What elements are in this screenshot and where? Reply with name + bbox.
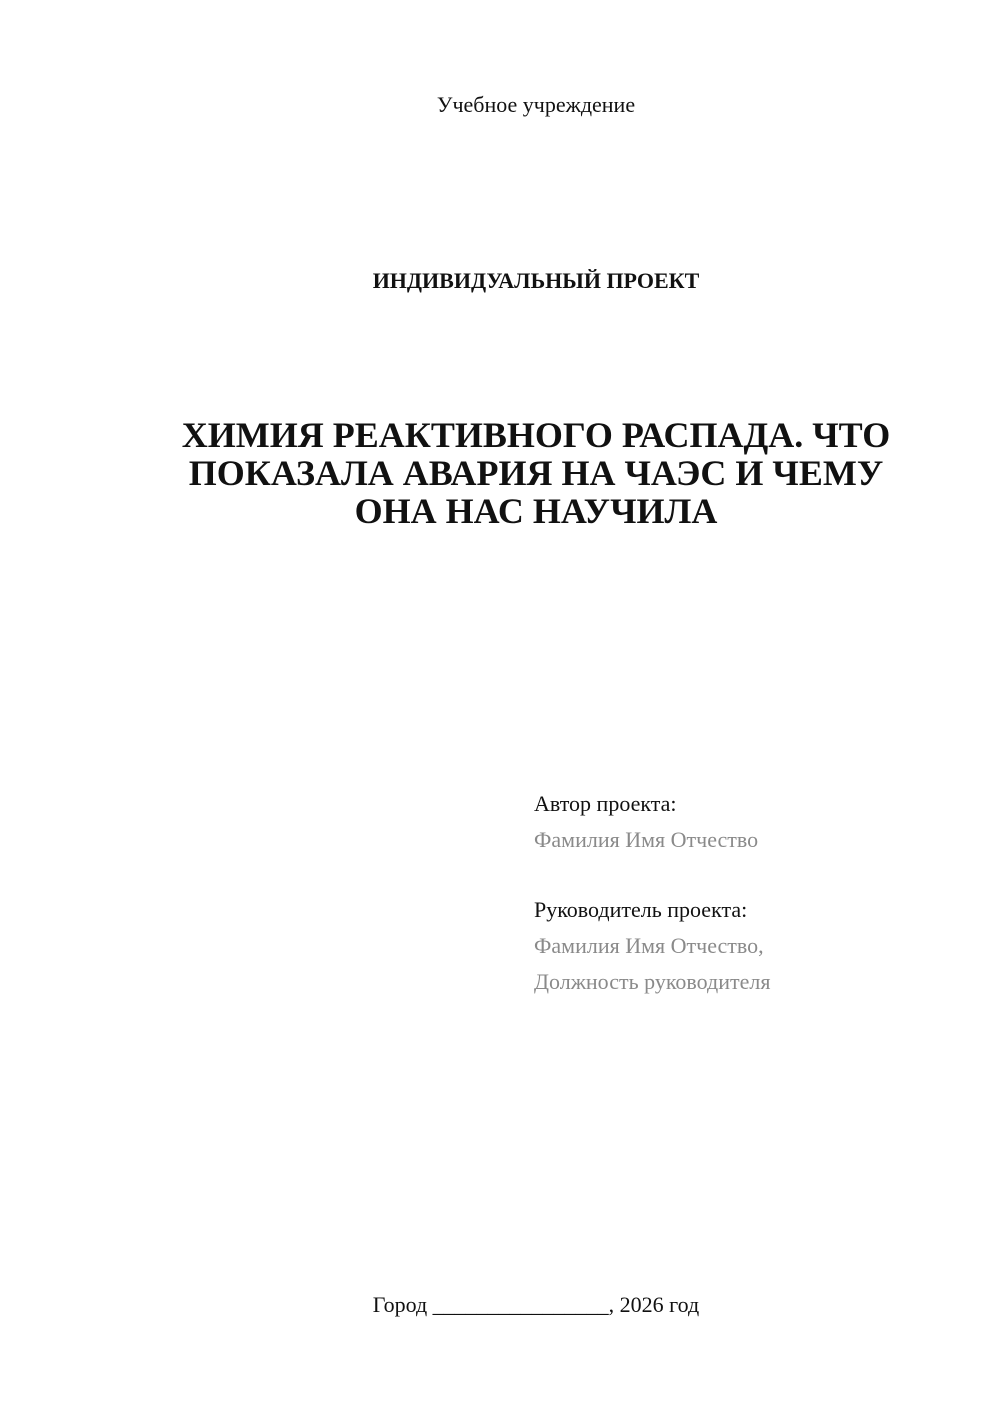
document-type: ИНДИВИДУАЛЬНЫЙ ПРОЕКТ (372, 268, 700, 293)
supervisor-label: Руководитель проекта: (534, 897, 748, 922)
supervisor-position: Должность руководителя (534, 969, 771, 994)
institution-name: Учебное учреждение (436, 92, 636, 117)
project-title-line-1: ХИМИЯ РЕАКТИВНОГО РАСПАДА. ЧТО (181, 415, 891, 455)
supervisor-name: Фамилия Имя Отчество, (534, 933, 764, 958)
credits-block (534, 786, 974, 1000)
project-title-line-2: ПОКАЗАЛА АВАРИЯ НА ЧАЭС И ЧЕМУ (188, 453, 884, 493)
city-year-line: Город ________________, 2026 год (372, 1292, 700, 1317)
credits-spacer (534, 858, 974, 892)
author-name: Фамилия Имя Отчество (534, 827, 759, 852)
author-label: Автор проекта: (534, 791, 677, 816)
project-title-line-3: ОНА НАС НАУЧИЛА (354, 491, 718, 531)
project-title (140, 416, 932, 530)
